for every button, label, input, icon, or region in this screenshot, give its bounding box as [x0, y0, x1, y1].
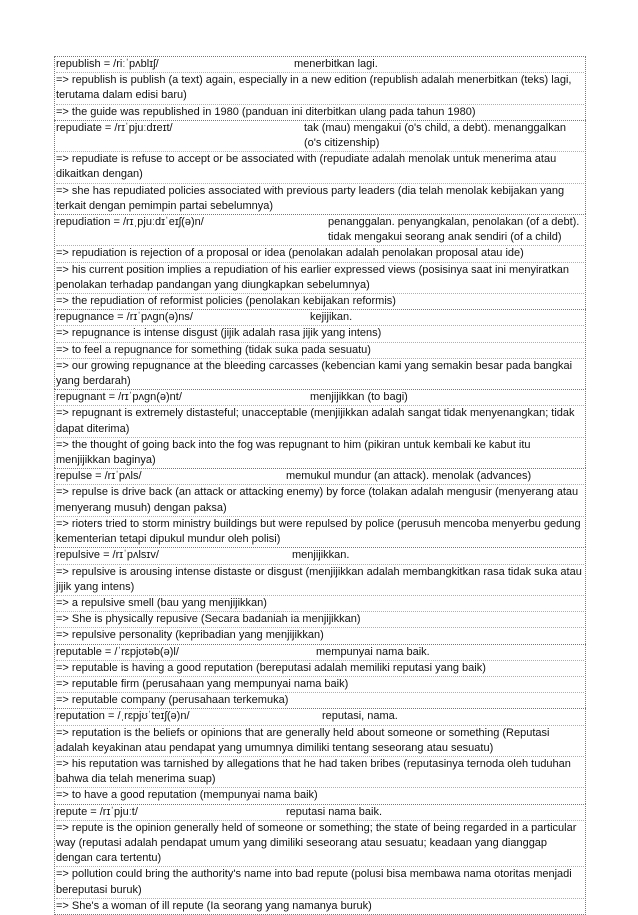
entry-example: => repute is the opinion generally held of someone or something; the state of being regarded in a particular way (reputasi adalah pendapat umum yang dimiliki seseorang atau sesuatu; keadaan yang dianggap dengan cara tertentu)	[56, 821, 584, 868]
entry-headline	[56, 121, 584, 152]
entry-gloss: penanggalan. penyangkalan, penolakan (of a debt). tidak mengakui seorang anak sendiri (of a child)	[328, 216, 580, 244]
entry-term: repugnance = /rɪˈpʌgn(ə)ns/	[56, 311, 193, 324]
entry-example: => reputation is the beliefs or opinions that are generally held about someone or something (Reputasi adalah keyakinan atau pendapat yang umumnya dimiliki tentang seseorang atau sesuatu)	[56, 726, 584, 757]
entry-example: => reputable company (perusahaan terkemuka)	[56, 694, 289, 707]
entry-example: => republish is publish (a text) again, especially in a new edition (republish adalah menerbitkan (teks) lagi, terutama dalam edisi baru)	[56, 73, 584, 104]
entry-example: => repudiation is rejection of a proposal or idea (penolakan adalah penolakan proposal atau ide)	[56, 246, 584, 262]
entry-example: => repulsive personality (kepribadian yang menjijikkan)	[56, 629, 324, 642]
dictionary-entry	[54, 644, 586, 709]
entry-term: repute = /rɪˈpjuːt/	[56, 805, 138, 818]
entry-headline	[56, 709, 584, 725]
dictionary-entry	[54, 120, 586, 214]
entry-term: repudiation = /rɪˌpjuːdɪˈeɪʃ(ə)n/	[56, 216, 204, 229]
entry-example: => She's a woman of ill repute (Ia seorang yang namanya buruk)	[56, 899, 372, 912]
entry-headline	[56, 215, 584, 246]
entry-term: repugnant = /rɪˈpʌgn(ə)nt/	[56, 391, 182, 404]
entry-example: => repulse is drive back (an attack or attacking enemy) by force (tolakan adalah mengusir (menyerang atau menyerang musuh) dengan paksa)	[56, 485, 584, 516]
entry-headline	[56, 390, 584, 406]
entry-gloss: reputasi, nama.	[322, 710, 398, 723]
entry-term: reputable = /ˈrɛpjʊtəb(ə)l/	[56, 645, 179, 658]
entry-example: => the thought of going back into the fog was repugnant to him (pikiran untuk kembali ke kabut itu menjijikkan baginya)	[56, 438, 531, 467]
dictionary-entry	[54, 804, 586, 915]
entry-term: repulsive = /rɪˈpʌlsɪv/	[56, 549, 159, 562]
entry-term: repulse = /rɪˈpʌls/	[56, 470, 142, 483]
dictionary-page	[54, 56, 586, 915]
entry-example: => the guide was republished in 1980 (panduan ini diterbitkan ulang pada tahun 1980)	[56, 105, 476, 118]
entry-example: => She is physically repusive (Secara badaniah ia menjijikkan)	[56, 612, 584, 628]
entry-gloss: mempunyai nama baik.	[316, 645, 430, 658]
entry-example: => reputable firm (perusahaan yang mempunyai nama baik)	[56, 677, 584, 693]
dictionary-entry	[54, 547, 586, 643]
entry-term: repudiate = /rɪˈpjuːdɪeɪt/	[56, 121, 173, 134]
entry-gloss: memukul mundur (an attack). menolak (advances)	[286, 470, 532, 483]
entry-example: => to have a good reputation (mempunyai nama baik)	[56, 789, 318, 802]
entry-headline	[56, 57, 584, 73]
entry-example: => his current position implies a repudiation of his earlier expressed views (posisinya saat ini menyiratkan penolakan terhadap pandangan yang diungkapkan sebelumnya)	[56, 263, 584, 294]
entry-term: republish = /riːˈpʌblɪʃ/	[56, 58, 159, 70]
entry-example: => to feel a repugnance for something (tidak suka pada sesuatu)	[56, 343, 584, 359]
entry-example: => the repudiation of reformist policies (penolakan kebijakan reformis)	[56, 295, 396, 308]
entry-gloss: menjijikkan.	[292, 549, 350, 562]
entry-example: => repugnant is extremely distasteful; unacceptable (menjijikkan adalah sangat tidak menyenangkan; tidak dapat diterima)	[56, 406, 584, 437]
entry-headline	[56, 310, 584, 326]
dictionary-entry	[54, 708, 586, 803]
entry-headline	[56, 805, 584, 821]
entry-example: => reputable is having a good reputation (bereputasi adalah memiliki reputasi yang baik)	[56, 661, 584, 677]
entry-gloss: menjijikkan (to bagi)	[310, 391, 408, 404]
entry-gloss: kejijikan.	[310, 311, 353, 324]
entry-gloss: tak (mau) mengakui (o's child, a debt). menanggalkan (o's citizenship)	[304, 121, 566, 150]
entry-example: => she has repudiated policies associated with previous party leaders (dia telah menolak kebijakan yang terkait dengan pemimpin partai sebelumnya)	[56, 184, 565, 212]
entry-headline	[56, 645, 584, 661]
entry-example: => rioters tried to storm ministry buildings but were repulsed by police (perusuh mencoba menyerbu gedung kementerian tetapi dipukul mundur oleh polisi)	[56, 517, 581, 546]
entry-headline	[56, 469, 584, 485]
dictionary-entry	[54, 468, 586, 547]
entry-example: => our growing repugnance at the bleeding carcasses (kebencian kami yang semakin besar pada bangkai yang berdarah)	[56, 359, 573, 388]
entry-headline	[56, 548, 584, 564]
dictionary-entry	[54, 214, 586, 309]
entry-example: => repulsive is arousing intense distaste or disgust (menjijikkan adalah membangkitkan rasa tidak suka atau jijik yang intens)	[56, 565, 584, 596]
entry-term: reputation = /ˌrɛpjʊˈteɪʃ(ə)n/	[56, 710, 190, 723]
entry-gloss: menerbitkan lagi.	[294, 58, 378, 70]
dictionary-entry	[54, 389, 586, 468]
entry-example: => his reputation was tarnished by allegations that he had taken bribes (reputasinya ternoda oleh tuduhan bahwa dia telah menerima suap)	[56, 757, 584, 788]
entry-example: => repugnance is intense disgust (jijik adalah rasa jijik yang intens)	[56, 326, 584, 342]
dictionary-entry	[54, 309, 586, 389]
entry-example: => repudiate is refuse to accept or be associated with (repudiate adalah menolak untuk menerima atau dikaitkan dengan)	[56, 152, 584, 183]
entry-example: => a repulsive smell (bau yang menjijikkan)	[56, 596, 584, 612]
entry-gloss: reputasi nama baik.	[286, 805, 382, 818]
dictionary-entry	[54, 56, 586, 120]
entry-example: => pollution could bring the authority's name into bad repute (polusi bisa membawa nama otoritas menjadi bereputasi buruk)	[56, 867, 584, 898]
